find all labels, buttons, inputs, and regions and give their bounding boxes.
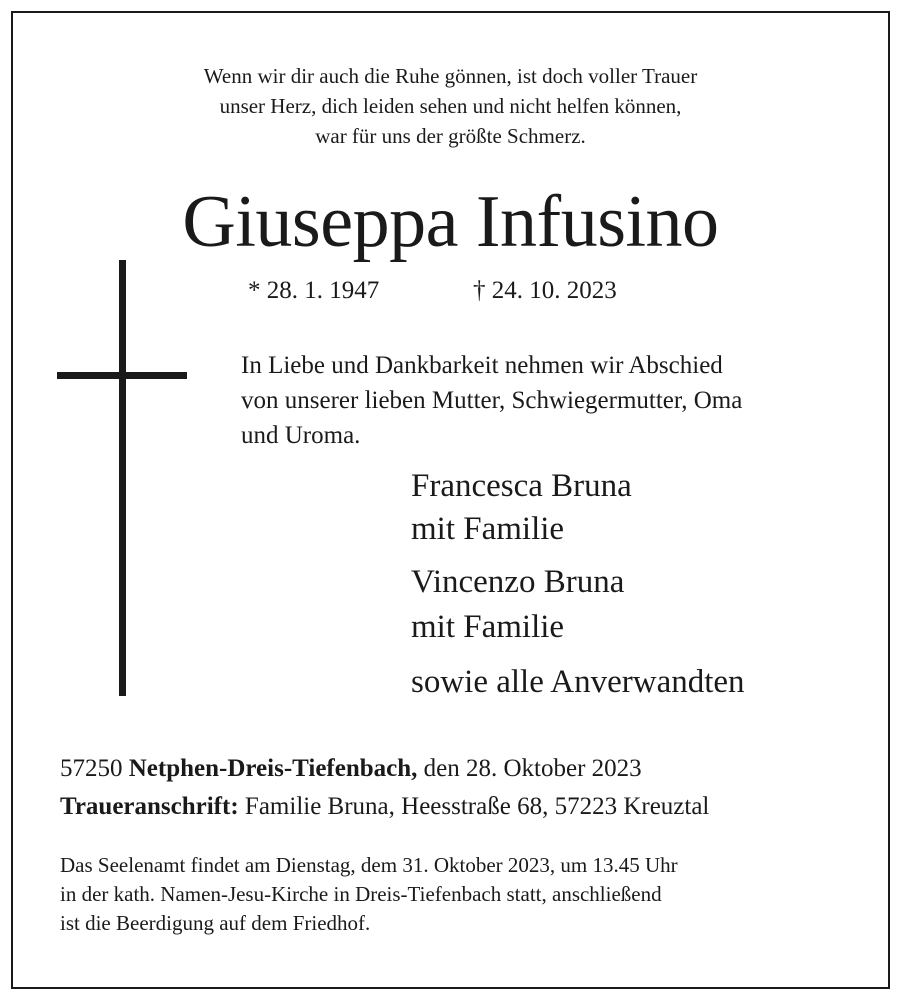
farewell-line: von unserer lieben Mutter, Schwiegermutter, Oma xyxy=(241,387,743,414)
deceased-name: Giuseppa Infusino xyxy=(182,181,719,263)
cross-icon-bar xyxy=(57,372,187,379)
mourner-name: Francesca Bruna xyxy=(411,468,632,504)
place-date-line xyxy=(60,752,642,786)
service-line: ist die Beerdigung auf dem Friedhof. xyxy=(60,911,371,935)
mourner-family: mit Familie xyxy=(411,511,565,547)
notice-date: den 28. Oktober 2023 xyxy=(423,755,642,782)
farewell-text xyxy=(241,348,742,453)
service-line: Das Seelenamt findet am Dienstag, dem 31. Oktober 2023, um 13.45 Uhr xyxy=(60,853,678,877)
address-label: Traueranschrift: xyxy=(60,793,239,820)
mourner-relatives: sowie alle Anverwandten xyxy=(411,664,745,700)
address-value: Familie Bruna, Heesstraße 68, 57223 Kreuztal xyxy=(244,793,710,820)
mourner-name: Vincenzo Bruna xyxy=(411,564,625,600)
farewell-line: In Liebe und Dankbarkeit nehmen wir Abschied xyxy=(241,352,723,379)
mourning-address xyxy=(60,790,709,824)
poem-line: unser Herz, dich leiden sehen und nicht helfen können, xyxy=(219,94,682,118)
postal-code: 57250 xyxy=(60,755,123,782)
farewell-line: und Uroma. xyxy=(241,422,361,449)
poem-line: Wenn wir dir auch die Ruhe gönnen, ist doch voller Trauer xyxy=(203,64,698,88)
death-date: † 24. 10. 2023 xyxy=(473,277,617,304)
cross-icon xyxy=(119,260,126,696)
service-line: in der kath. Namen-Jesu-Kirche in Dreis-Tiefenbach statt, anschließend xyxy=(60,882,662,906)
service-info xyxy=(60,851,678,938)
mourner-family: mit Familie xyxy=(411,609,565,645)
poem xyxy=(0,61,901,151)
birth-date: * 28. 1. 1947 xyxy=(248,277,380,304)
poem-line: war für uns der größte Schmerz. xyxy=(315,124,586,148)
town: Netphen-Dreis-Tiefenbach, xyxy=(128,755,418,782)
